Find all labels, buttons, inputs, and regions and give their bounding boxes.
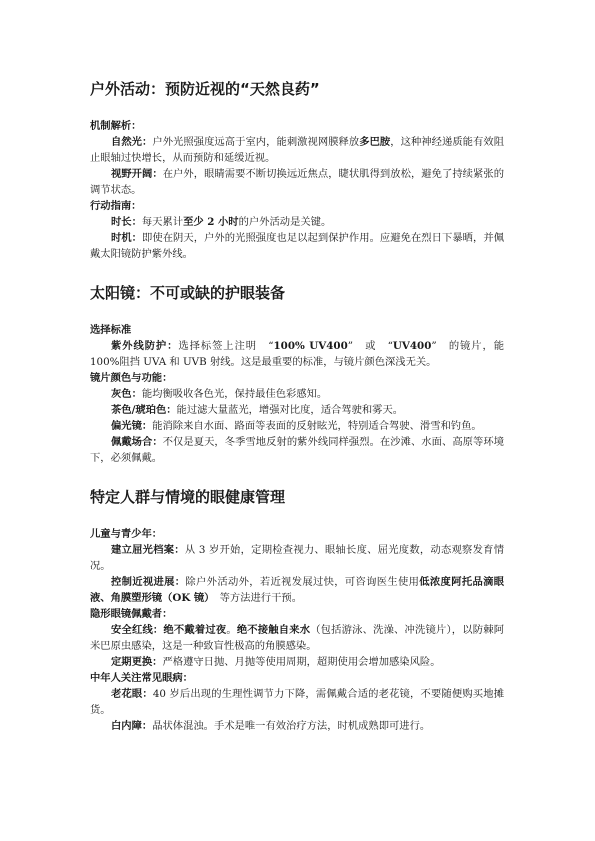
subheading-contact-lens: 隐形眼镜佩戴者： <box>90 608 173 620</box>
paragraph-wide-view: 视野开阔：在户外，眼睛需要不断切换远近焦点，睫状肌得到放松，避免了持续紧张的调节状态。 <box>90 168 505 196</box>
paragraph-polarized-lens: 偏光镜：能消除来自水面、路面等表面的反射眩光，特别适合驾驶、滑雪和钓鱼。 <box>111 420 482 432</box>
paragraph-uv-protection: 紫外线防护：选择标签上注明 “100% UV400” 或 “UV400” 的镜片，能 100%阻挡 UVA 和 UVB 射线。这是最重要的标准，与镜片颜色深浅无关。 <box>90 340 505 368</box>
paragraph-timing: 时机：即使在阴天，户外的光照强度也足以起到保护作用。应避免在烈日下暴晒，并佩戴太阳镜防护紫外线。 <box>90 232 504 260</box>
paragraph-regular-replace: 定期更换：严格遵守日抛、月抛等使用周期，超期使用会增加感染风险。 <box>111 656 441 668</box>
paragraph-cataract: 白内障：晶状体混浊。手术是唯一有效治疗方法，时机成熟即可进行。 <box>111 720 431 732</box>
subheading-mechanism: 机制解析： <box>90 120 142 132</box>
section-heading-groups: 特定人群与情境的眼健康管理 <box>90 488 286 506</box>
subheading-children: 儿童与青少年： <box>90 528 163 540</box>
paragraph-myopia-control: 控制近视进展：除户外活动外，若近视发展过快，可咨询医生使用低浓度阿托品滴眼液、角膜塑形镜（OK 镜） 等方法进行干预。 <box>90 576 505 604</box>
subheading-lens-color: 镜片颜色与功能： <box>90 372 173 384</box>
paragraph-refraction-file: 建立屈光档案：从 3 岁开始，定期检查视力、眼轴长度、屈光度数，动态观察发育情况。 <box>90 544 504 572</box>
paragraph-wear-occasion: 佩戴场合：不仅是夏天，冬季雪地反射的紫外线同样强烈。在沙滩、水面、高原等环境下，必须佩戴。 <box>90 436 505 464</box>
section-heading-outdoor: 户外活动：预防近视的“天然良药” <box>90 80 320 98</box>
paragraph-amber-lens: 茶色/琥珀色：能过滤大量蓝光，增强对比度，适合驾驶和雾天。 <box>111 404 404 416</box>
document-content <box>90 78 504 734</box>
paragraph-duration: 时长：每天累计至少 2 小时的户外活动是关键。 <box>111 216 332 228</box>
paragraph-presbyopia: 老花眼：40 岁后出现的生理性调节力下降，需佩戴合适的老花镜，不要随便购买地摊货。 <box>90 688 505 716</box>
paragraph-safety-line: 安全红线：绝不戴着过夜。绝不接触自来水（包括游泳、洗澡、冲洗镜片），以防棘阿米巴原虫感染，这是一种致盲性极高的角膜感染。 <box>90 624 505 652</box>
subheading-action-guide: 行动指南： <box>90 200 142 212</box>
paragraph-natural-light: 自然光：户外光照强度远高于室内，能刺激视网膜释放多巴胺，这种神经递质能有效阻止眼轴过快增长，从而预防和延缓近视。 <box>90 136 505 164</box>
section-heading-sunglasses: 太阳镜：不可或缺的护眼装备 <box>90 284 286 302</box>
subheading-middle-aged: 中年人关注常见眼病： <box>90 672 193 684</box>
subheading-criteria: 选择标准 <box>90 324 132 336</box>
paragraph-grey-lens: 灰色：能均衡吸收各色光，保持最佳色彩感知。 <box>111 388 328 400</box>
